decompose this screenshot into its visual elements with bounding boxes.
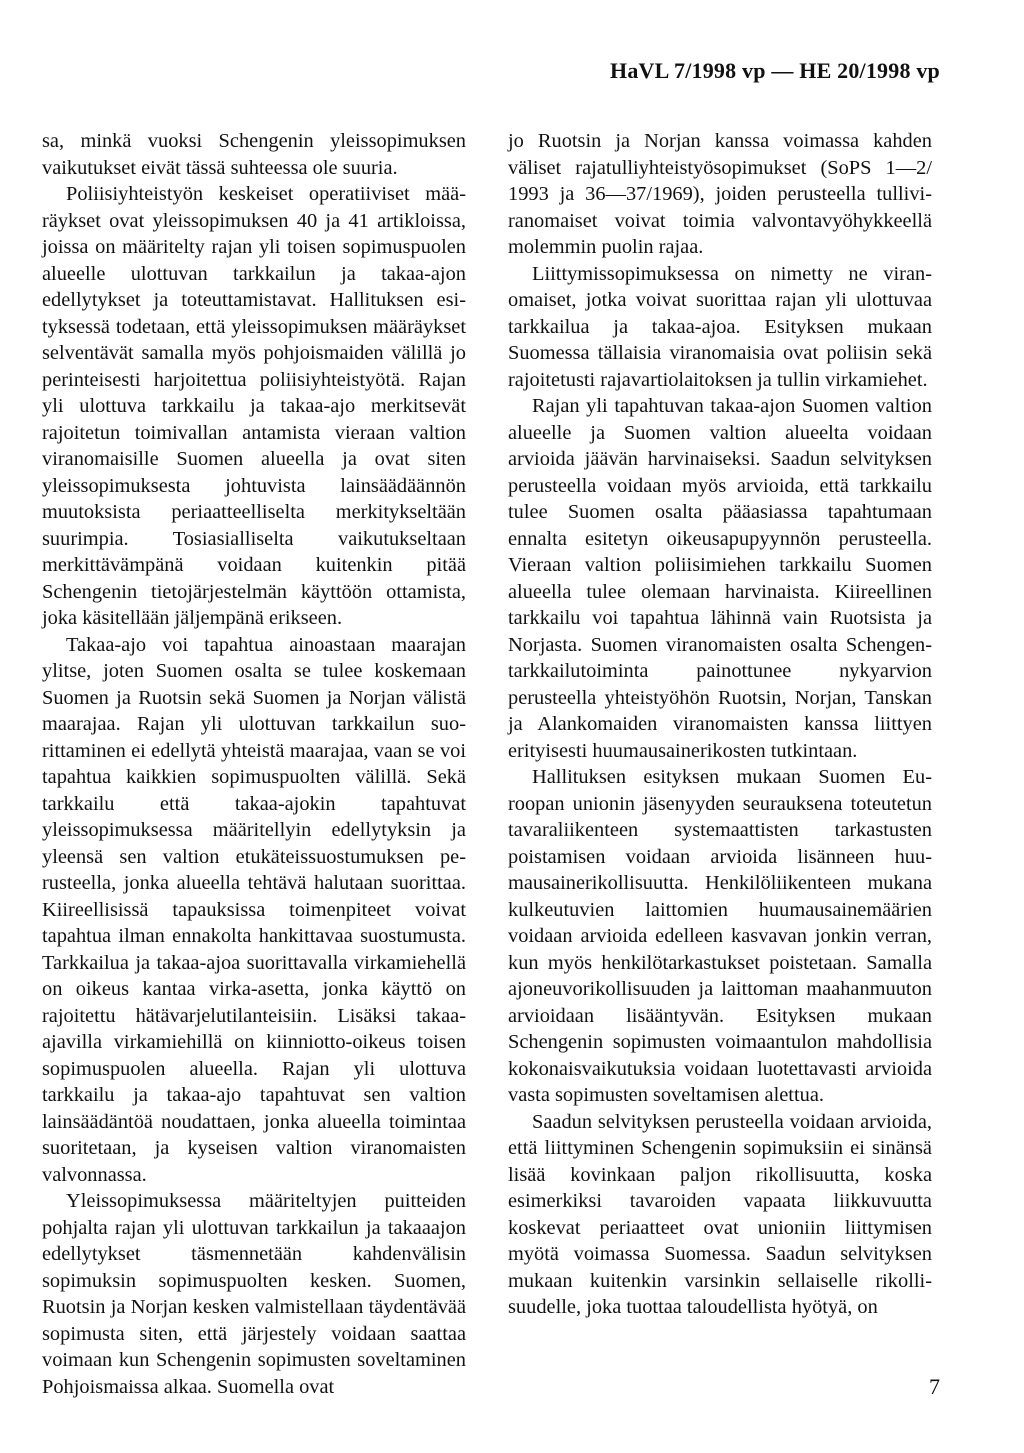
paragraph: jo Ruotsin ja Norjan kanssa voimassa kahden väliset rajatulliyhteistyösopimukset (SoPS 1—2/ 1993 ja 36—37/1969), joiden perusteella tulliviranomaiset voivat toimia valvontavyöhykkeellä molemmin puolin rajaa.	[508, 130, 932, 258]
left-column	[42, 128, 466, 1400]
paragraph: Liittymissopimuksessa on nimetty ne viranomaiset, jotka voivat suorittaa rajan yli ulottuvaa tarkkailua ja takaa-ajoa. Esityksen mukaan Suomessa tällaisia viranomaisia ovat poliisin sekä rajoitetusti rajavartiolaitoksen ja tullin virkamiehet.	[508, 262, 932, 391]
page-number: 7	[929, 1374, 940, 1399]
paragraph: Saadun selvityksen perusteella voidaan arvioida, että liittyminen Schengenin sopimuksiin ei sinänsä lisää kovinkaan paljon rikollisuutta, koska esimerkiksi tavaroiden vapaata liikkuvuutta koskevat periaatteet ovat unioniin liittymisen myötä voimassa Suomessa. Saadun selvityksen mukaan kuitenkin varsinkin sellaiselle rikollisuudelle, joka tuottaa taloudellista hyötyä, on	[508, 1110, 932, 1318]
paragraph: Yleissopimuksessa määriteltyjen puitteiden pohjalta rajan yli ulottuvan tarkkailun ja takaaajon edellytykset täsmennetään kahdenvälisin sopimuksin sopimuspuolten kesken. Suomen, Ruotsin ja Norjan kesken valmistellaan täydentävää sopimusta siten, että järjestely voidaan saattaa voimaan kun Schengenin sopimusten soveltaminen Pohjoismaissa alkaa. Suomella ovat	[42, 1190, 466, 1398]
right-column	[508, 128, 932, 1321]
paragraph: Poliisiyhteistyön keskeiset operatiiviset määräykset ovat yleissopimuksen 40 ja 41 artikloissa, joissa on määritelty rajan yli toisen sopimuspuolen alueelle ulottuvan tarkkailun ja takaa-ajon edellytykset ja toteuttamistavat. Hallituksen esityksessä todetaan, että yleissopimuksen määräykset selventävät samalla myös pohjoismaiden välillä jo perinteisesti harjoitettua poliisiyhteistyötä. Rajan yli ulottuva tarkkailu ja takaa-ajo merkitsevät rajoitetun toimivallan antamista vieraan valtion viranomaisille Suomen alueella ja ovat siten yleissopimuksesta johtuvista lainsäädäännön muutoksista periaatteelliselta merkitykseltään suurimpia. Tosiasialliselta vaikutukseltaan merkittävämpänä voidaan kuitenkin pitää Schengenin tietojärjestelmän käyttöön ottamista, joka käsitellään jäljempänä erikseen.	[42, 183, 466, 629]
paragraph: Hallituksen esityksen mukaan Suomen Euroopan unionin jäsenyyden seurauksena toteutetun tavaraliikenteen systemaattisten tarkastusten poistamisen voidaan arvioida lisänneen huumausainerikollisuutta. Henkilöliikenteen mukana kulkeutuvien laittomien huumausainemäärien voidaan arvioida edelleen kasvavan jonkin verran, kun myös henkilötarkastukset poistetaan. Samalla ajoneuvorikollisuuden ja laittoman maahanmuuton arvioidaan lisääntyvän. Esityksen mukaan Schengenin sopimusten voimaantulon mahdollisia kokonaisvaikutuksia voidaan luotettavasti arvioida vasta sopimusten soveltamisen alettua.	[508, 766, 932, 1106]
paragraph: sa, minkä vuoksi Schengenin yleissopimuksen vaikutukset eivät tässä suhteessa ole suuria.	[42, 130, 466, 179]
paragraph: Rajan yli tapahtuvan takaa-ajon Suomen valtion alueelle ja Suomen valtion alueelta voidaan arvioida jäävän harvinaiseksi. Saadun selvityksen perusteella voidaan myös arvioida, että tarkkailu tulee Suomen osalta pääasiassa tapahtumaan ennalta esitetyn oikeusapupyynnön perusteella. Vieraan valtion poliisimiehen tarkkailu Suomen alueella tulee olemaan harvinaista. Kiireellinen tarkkailu voi tapahtua lähinnä vain Ruotsista ja Norjasta. Suomen viranomaisten osalta Schengen-tarkkailutoiminta painottunee nykyarvion perusteella yhteistyöhön Ruotsin, Norjan, Tanskan ja Alankomaiden viranomaisten kanssa liittyen erityisesti huumausainerikosten tutkintaan.	[508, 395, 932, 762]
running-header: HaVL 7/1998 vp — HE 20/1998 vp	[610, 58, 940, 83]
paragraph: Takaa-ajo voi tapahtua ainoastaan maarajan ylitse, joten Suomen osalta se tulee koskemaan Suomen ja Ruotsin sekä Suomen ja Norjan välistä maarajaa. Rajan yli ulottuvan tarkkailun suorittaminen ei edellytä yhteistä maarajaa, vaan se voi tapahtua kaikkien sopimuspuolten välillä. Sekä tarkkailu että takaa-ajokin tapahtuvat yleissopimuksessa määritellyin edellytyksin ja yleensä sen valtion etukäteissuostumuksen perusteella, jonka alueella tehtävä halutaan suorittaa. Kiireellisissä tapauksissa toimenpiteet voivat tapahtua ilman ennakolta hankittavaa suostumusta. Tarkkailua ja takaa-ajoa suorittavalla virkamiehellä on oikeus kantaa virka-asetta, jonka käyttö on rajoitettu hätävarjelutilanteisiin. Lisäksi takaa-ajavilla virkamiehillä on kiinniotto-oikeus toisen sopimuspuolen alueella. Rajan yli ulottuva tarkkailu ja takaa-ajo tapahtuvat sen valtion lainsäädäntöä noudattaen, jonka alueella toimintaa suoritetaan, ja kyseisen valtion viranomaisten valvonnassa.	[42, 633, 466, 1186]
